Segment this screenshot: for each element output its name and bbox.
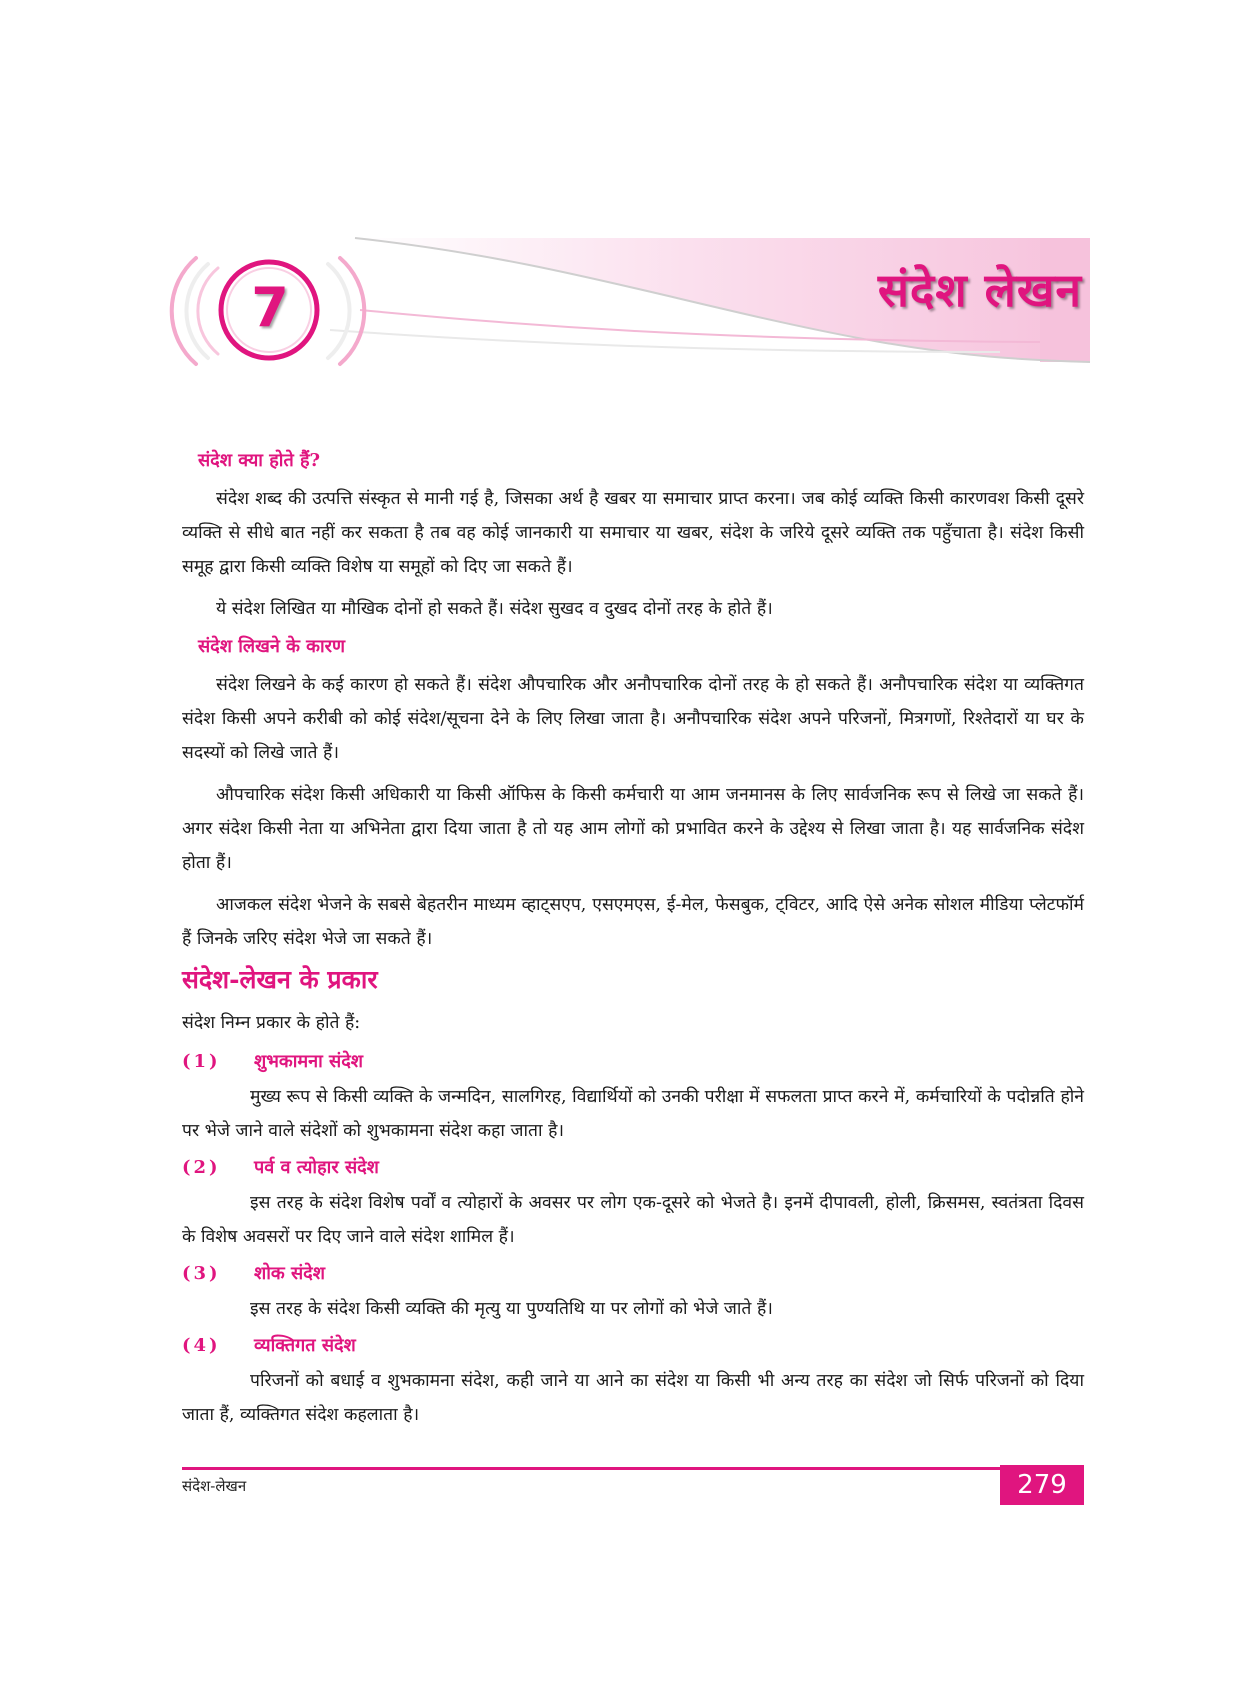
type-item-number: (4) bbox=[182, 1335, 221, 1356]
type-item-text: परिजनों को बधाई व शुभकामना संदेश, कही जाने या आने का संदेश या किसी भी अन्य तरह का संदेश जो सिर्फ परिजनों को दिया जाता हैं, व्यक्तिगत संदेश कहलाता है। bbox=[182, 1371, 1084, 1425]
type-item-title: व्यक्तिगत संदेश bbox=[254, 1335, 356, 1356]
footer-divider bbox=[182, 1467, 1082, 1470]
section-heading-types: संदेश-लेखन के प्रकार bbox=[182, 965, 378, 994]
paragraph: औपचारिक संदेश किसी अधिकारी या किसी ऑफिस के किसी कर्मचारी या आम जनमानस के लिए सार्वजनिक रूप से लिखे जा सकते हैं। अगर संदेश किसी नेता या अभिनेता द्वारा दिया जाता है तो यह आम लोगों को प्रभावित करने के उद्देश्य से लिखा जाता है। यह सार्वजनिक संदेश होता हैं। bbox=[182, 785, 1084, 873]
page-number: 279 bbox=[1000, 1465, 1084, 1505]
type-item-number: (2) bbox=[182, 1157, 221, 1178]
type-item-heading bbox=[182, 1260, 1084, 1288]
type-item-number: (3) bbox=[182, 1263, 221, 1284]
type-item-text: मुख्य रूप से किसी व्यक्ति के जन्मदिन, सालगिरह, विद्यार्थियों को उनकी परीक्षा में सफलता प्राप्त करने में, कर्मचारियों के पदोन्नति होने पर भेजे जाने वाले संदेशों को शुभकामना संदेश कहा जाता है। bbox=[182, 1087, 1084, 1141]
type-item-text: इस तरह के संदेश विशेष पर्वों व त्योहारों के अवसर पर लोग एक-दूसरे को भेजते है। इनमें दीपावली, होली, क्रिसमस, स्वतंत्रता दिवस के विशेष अवसरों पर दिए जाने वाले संदेश शामिल हैं। bbox=[182, 1193, 1084, 1247]
chapter-number: 7 bbox=[251, 276, 289, 339]
paragraph: आजकल संदेश भेजने के सबसे बेहतरीन माध्यम व्हाट्सएप, एसएमएस, ई-मेल, फेसबुक, ट्विटर, आदि ऐसे अनेक सोशल मीडिया प्लेटफॉर्म हैं जिनके जरिए संदेश भेजे जा सकते हैं। bbox=[182, 895, 1084, 949]
paragraph: ये संदेश लिखित या मौखिक दोनों हो सकते हैं। संदेश सुखद व दुखद दोनों तरह के होते हैं। bbox=[216, 599, 773, 619]
type-item-text: इस तरह के संदेश किसी व्यक्ति की मृत्यु या पुण्यतिथि या पर लोगों को भेजे जाते हैं। bbox=[250, 1299, 773, 1319]
type-item-number: (1) bbox=[182, 1051, 221, 1072]
types-intro: संदेश निम्न प्रकार के होते हैं: bbox=[182, 1013, 361, 1033]
type-item-title: शोक संदेश bbox=[254, 1263, 325, 1284]
chapter-title: संदेश लेखन bbox=[877, 263, 1082, 317]
section-heading-reasons: संदेश लिखने के कारण bbox=[198, 636, 346, 657]
paragraph: संदेश लिखने के कई कारण हो सकते हैं। संदेश औपचारिक और अनौपचारिक दोनों तरह के हो सकते हैं। अनौपचारिक संदेश या व्यक्तिगत संदेश किसी अपने करीबी को कोई संदेश/सूचना देने के लिए लिखा जाता है। अनौपचारिक संदेश अपने परिजनों, मित्रगणों, रिश्तेदारों या घर के सदस्यों को लिखे जाते हैं। bbox=[182, 675, 1084, 763]
paragraph: संदेश शब्द की उत्पत्ति संस्कृत से मानी गई है, जिसका अर्थ है खबर या समाचार प्राप्त करना। जब कोई व्यक्ति किसी कारणवश किसी दूसरे व्यक्ति से सीधे बात नहीं कर सकता है तब वह कोई जानकारी या समाचार या खबर, संदेश के जरिये दूसरे व्यक्ति तक पहुँचाता है। संदेश किसी समूह द्वारा किसी व्यक्ति विशेष या समूहों को दिए जा सकते हैं। bbox=[182, 489, 1084, 577]
section-heading-what: संदेश क्या होते हैं? bbox=[198, 450, 321, 471]
type-item-heading bbox=[182, 1154, 1084, 1182]
type-item-title: शुभकामना संदेश bbox=[254, 1051, 364, 1072]
page-content bbox=[182, 448, 1084, 1438]
type-item-title: पर्व व त्योहार संदेश bbox=[254, 1157, 379, 1178]
type-item-heading bbox=[182, 1332, 1084, 1360]
type-item-heading bbox=[182, 1048, 1084, 1076]
footer-label: संदेश-लेखन bbox=[182, 1477, 247, 1495]
